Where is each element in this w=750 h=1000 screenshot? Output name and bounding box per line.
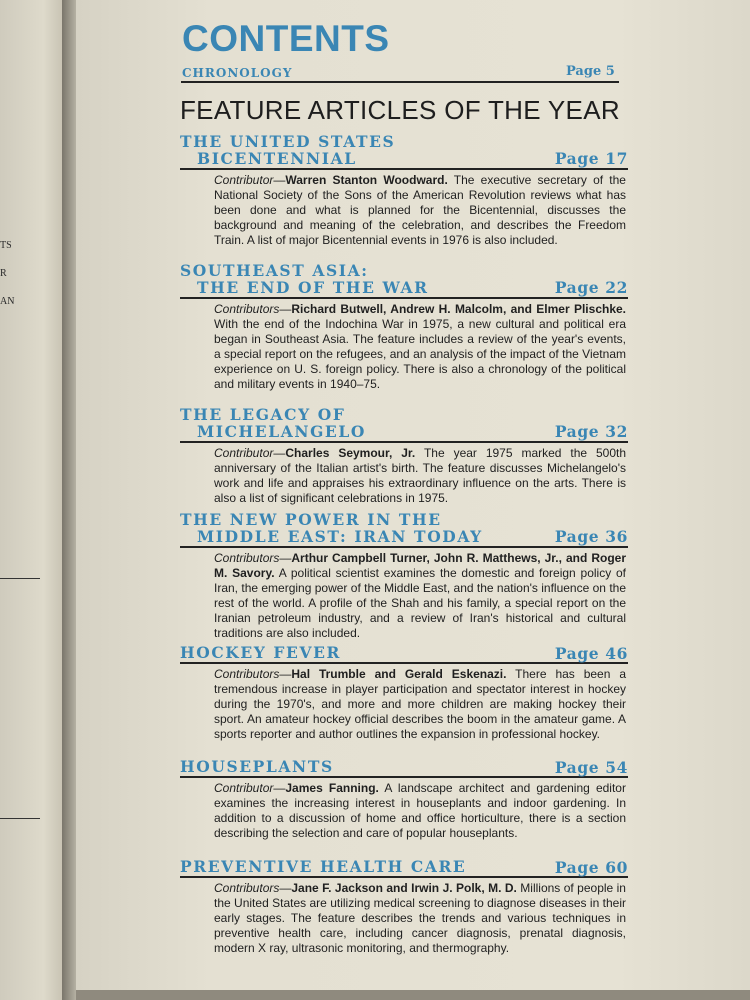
contributor-role: Contributors <box>214 881 280 895</box>
description-text: A landscape architect and gardening editor examines the increasing interest in houseplants and indoor gardening. In addition to a discussion of home and office horticulture, there is a section describing the selection and care of popular houseplants. <box>214 781 626 840</box>
contributor-names: Hal Trumble and Gerald Eskenazi. <box>291 667 507 681</box>
contributor-role: Contributors <box>214 551 280 565</box>
article-title-line: BICENTENNIAL <box>197 149 357 168</box>
chronology-label[interactable]: CHRONOLOGY <box>182 66 293 80</box>
article-entry[interactable] <box>180 858 628 956</box>
article-description: Contributors—Richard Butwell, Andrew H. Malcolm, and Elmer Plischke. With the end of the Indochina War in 1975, a new cultural and political era began in Southeast Asia. The feature includes a review of the year's events, a special report on the refugees, and an analysis of the impact of the Vietnam experience on U. S. foreign policy. There is also a chronology of the political and military events in 1940–75. <box>214 302 626 391</box>
article-description: Contributor—Warren Stanton Woodward. The executive secretary of the National Society of the Sons of the American Revolution reviews what has been done and what is planned for the Bicentennial, discusses the background and meaning of the celebration, and describes the Freedom Train. A list of major Bicentennial events in 1976 is also included. <box>214 173 626 247</box>
article-rule <box>180 546 628 548</box>
contributor-role: Contributor <box>214 781 274 795</box>
article-page-number[interactable]: Page 32 <box>554 422 628 441</box>
article-title-line: PREVENTIVE HEALTH CARE <box>180 857 467 876</box>
page-title: CONTENTS <box>182 18 390 59</box>
left-page-rule <box>0 578 40 579</box>
article-title-line: HOCKEY FEVER <box>180 643 341 662</box>
article-page-number[interactable]: Page 54 <box>554 758 628 777</box>
left-page-edge <box>0 0 62 1000</box>
article-title-line: THE LEGACY OF <box>180 405 346 424</box>
article-rule <box>180 441 628 443</box>
book-gutter <box>62 0 76 1000</box>
contributor-names: Warren Stanton Woodward. <box>285 173 448 187</box>
article-title-line: MICHELANGELO <box>197 422 366 441</box>
article-page-number[interactable]: Page 17 <box>554 149 628 168</box>
feature-heading: FEATURE ARTICLES OF THE YEAR <box>180 95 620 125</box>
article-title-line: SOUTHEAST ASIA: <box>180 261 369 280</box>
article-title-line: THE END OF THE WAR <box>197 278 429 297</box>
article-entry[interactable] <box>180 406 628 506</box>
chronology-page[interactable]: Page 5 <box>566 64 615 79</box>
article-rule <box>180 297 628 299</box>
contributor-role: Contributor <box>214 446 274 460</box>
article-entry[interactable] <box>180 133 628 248</box>
left-page-fragment: TS <box>0 240 12 251</box>
contributor-names: James Fanning. <box>285 781 379 795</box>
contributor-names: Jane F. Jackson and Irwin J. Polk, M. D. <box>291 881 517 895</box>
article-entry[interactable] <box>180 262 628 392</box>
left-page-fragment: R <box>0 268 7 279</box>
article-title-line: THE NEW POWER IN THE <box>180 510 442 529</box>
article-title-line: THE UNITED STATES <box>180 132 396 151</box>
chronology-rule <box>181 81 619 83</box>
article-page-number[interactable]: Page 36 <box>554 527 628 546</box>
description-text: The year 1975 marked the 500th anniversary of the Italian artist's birth. The feature discusses Michelangelo's work and life and appraises his extraordinary influence on the arts. There is also a list of significant celebrations in 1975. <box>214 446 627 505</box>
description-text: The executive secretary of the National Society of the Sons of the American Revolution reviews what has been done and what is planned for the Bicentennial, discusses the background and meaning of the celebration, and describes the Freedom Train. A list of major Bicentennial events in 1976 is also included. <box>214 173 626 247</box>
description-text: There has been a tremendous increase in player participation and spectator interest in hockey during the 1970's, and more and more children are making hockey their sport. An amateur hockey official describes the boom in the amateur game. A sports reporter and author outlines the expansion in professional hockey. <box>214 667 627 741</box>
contributor-names: Arthur Campbell Turner, John R. Matthews, Jr., and Roger M. Savory. <box>214 551 626 580</box>
article-title-line: HOUSEPLANTS <box>180 757 334 776</box>
left-page-fragment: AN <box>0 296 15 307</box>
left-page-rule <box>0 818 40 819</box>
article-description: Contributors—Jane F. Jackson and Irwin J. Polk, M. D. Millions of people in the United States are utilizing medical screening to diagnose diseases in their early stages. The feature describes the trends and various techniques in preventive health care, including cancer diagnosis, prenatal diagnosis, modern X ray, ultrasonic monitoring, and thermography. <box>214 881 626 955</box>
article-entry[interactable] <box>180 511 628 641</box>
article-description: Contributors—Arthur Campbell Turner, John R. Matthews, Jr., and Roger M. Savory. A political scientist examines the domestic and foreign policy of Iran, the emerging power of the Middle East, and the nation's influence on the rest of the world. A profile of the Shah and his family, a special report on the Iranian petroleum industry, and a review of Iran's historical and cultural traditions are also included. <box>214 551 626 640</box>
article-page-number[interactable]: Page 60 <box>554 858 628 877</box>
contributor-names: Richard Butwell, Andrew H. Malcolm, and Elmer Plischke. <box>291 302 626 316</box>
contributor-role: Contributors <box>214 667 280 681</box>
article-entry[interactable] <box>180 758 628 841</box>
contributor-names: Charles Seymour, Jr. <box>285 446 416 460</box>
article-description: Contributor—Charles Seymour, Jr. The year 1975 marked the 500th anniversary of the Italian artist's birth. The feature discusses Michelangelo's work and life and appraises his extraordinary influence on the arts. There is also a list of significant celebrations in 1975. <box>214 446 627 505</box>
description-text: Millions of people in the United States are utilizing medical screening to diagnose diseases in their early stages. The feature describes the trends and various techniques in preventive health care, including cancer diagnosis, prenatal diagnosis, modern X ray, ultrasonic monitoring, and thermography. <box>214 881 626 955</box>
contributor-role: Contributors <box>214 302 280 316</box>
description-text: With the end of the Indochina War in 1975, a new cultural and political era began in Southeast Asia. The feature includes a review of the year's events, a special report on the refugees, and an analysis of the impact of the Vietnam experience on U. S. foreign policy. There is also a chronology of the political and military events in 1940–75. <box>214 317 626 391</box>
article-page-number[interactable]: Page 46 <box>554 644 628 663</box>
article-rule <box>180 168 628 170</box>
article-entry[interactable] <box>180 644 628 742</box>
article-page-number[interactable]: Page 22 <box>554 278 628 297</box>
article-title-line: MIDDLE EAST: IRAN TODAY <box>197 527 483 546</box>
description-text: A political scientist examines the domestic and foreign policy of Iran, the emerging power of the Middle East, and the nation's influence on the rest of the world. A profile of the Shah and his family, a special report on the Iranian petroleum industry, and a review of Iran's historical and cultural traditions are also included. <box>214 566 626 640</box>
contents-page <box>76 0 750 990</box>
contributor-role: Contributor <box>214 173 274 187</box>
article-description: Contributor—James Fanning. A landscape architect and gardening editor examines the increasing interest in houseplants and indoor gardening. In addition to a discussion of home and office horticulture, there is a section describing the selection and care of popular houseplants. <box>214 781 626 840</box>
article-description: Contributors—Hal Trumble and Gerald Eskenazi. There has been a tremendous increase in player participation and spectator interest in hockey during the 1970's, and more and more children are making hockey their sport. An amateur hockey official describes the boom in the amateur game. A sports reporter and author outlines the expansion in professional hockey. <box>214 667 627 741</box>
